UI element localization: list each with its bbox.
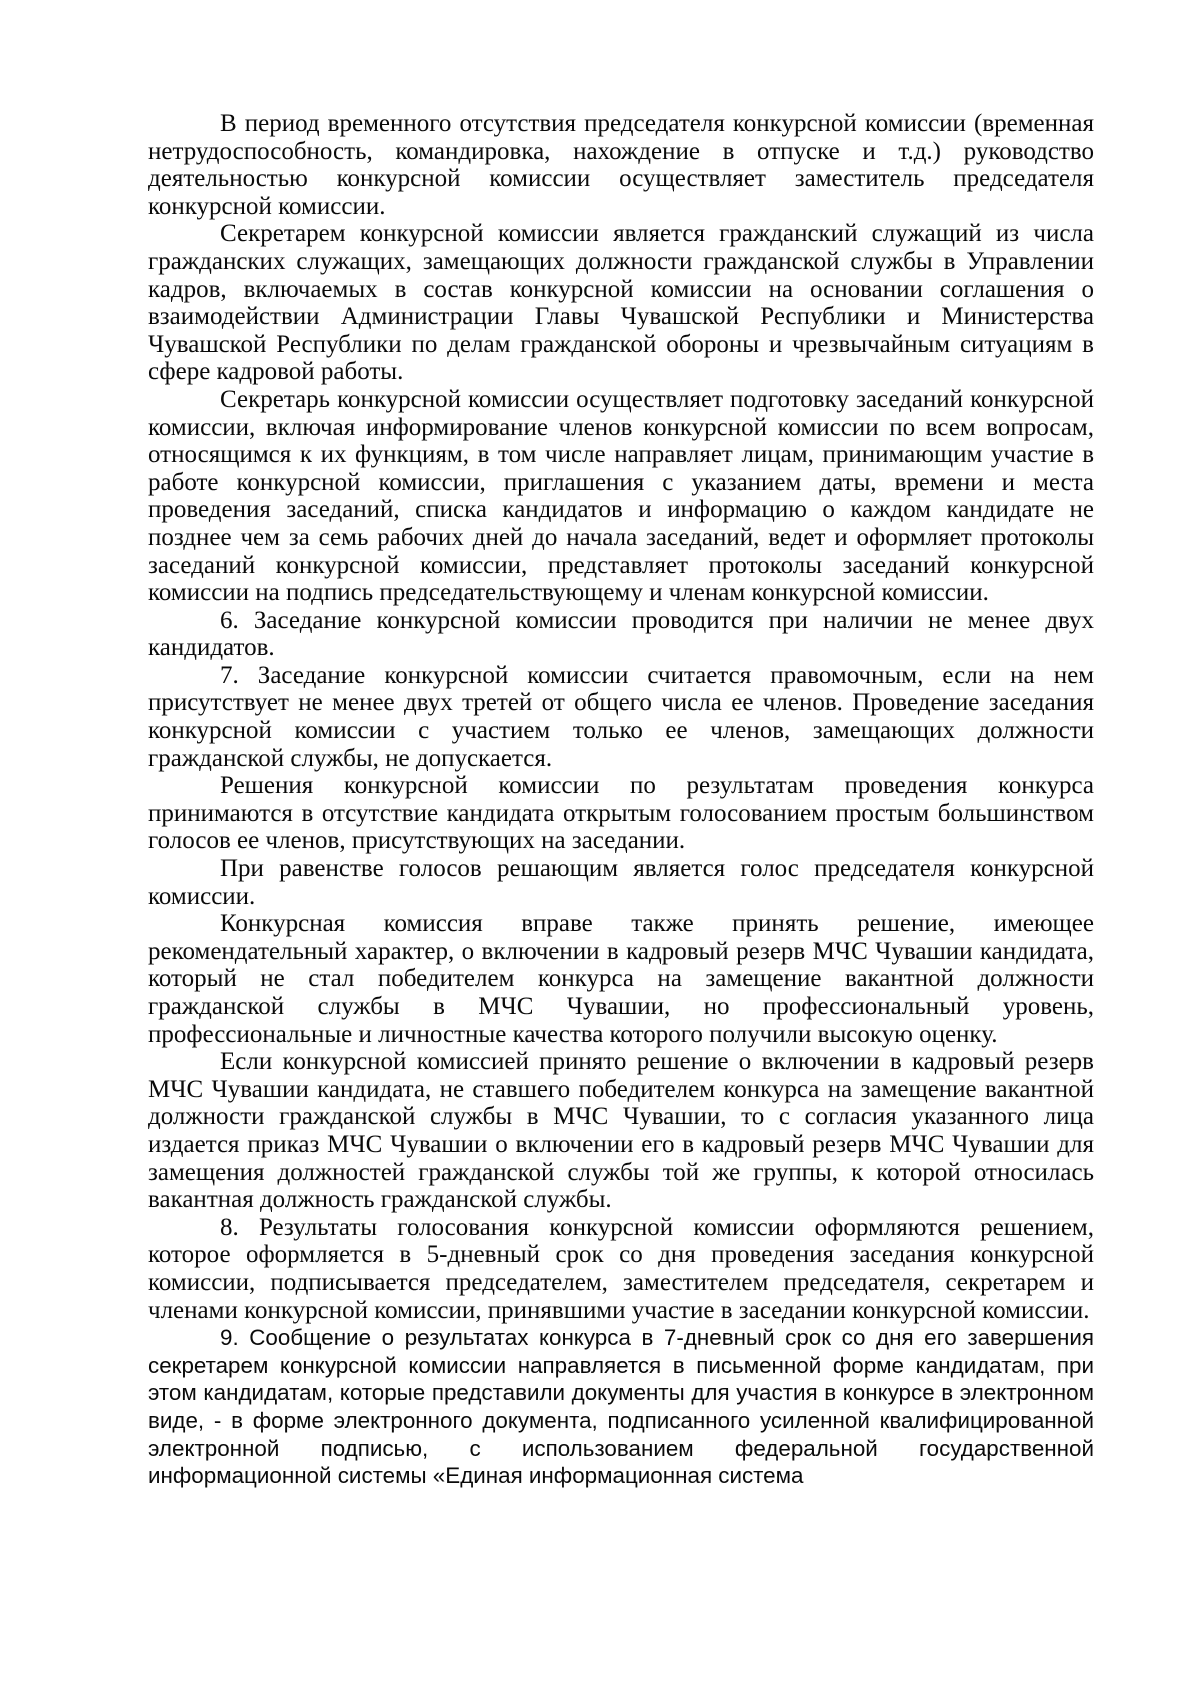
paragraph-secretary-appointment: Секретарем конкурсной комиссии является гражданский служащий из числа гражданских служащих, замещающих должности гражданской службы в Управлении кадров, включаемых в состав конкурсной комиссии на основании соглашения о взаимодействии Администрации Главы Чувашской Республики и Министерства Чувашской Республики по делам гражданской обороны и чрезвычайным ситуациям в сфере кадровой работы. [148, 220, 1094, 386]
paragraph-chairman-absence: В период временного отсутствия председателя конкурсной комиссии (временная нетрудоспособность, командировка, нахождение в отпуске и т.д.) руководство деятельностью конкурсной комиссии осуществляет заместитель председателя конкурсной комиссии. [148, 110, 1094, 220]
paragraph-decisions: Решения конкурсной комиссии по результатам проведения конкурса принимаются в отсутствие кандидата открытым голосованием простым большинством голосов ее членов, присутствующих на заседании. [148, 772, 1094, 855]
paragraph-item-6: 6. Заседание конкурсной комиссии проводится при наличии не менее двух кандидатов. [148, 606, 1094, 662]
document-body [148, 110, 1094, 1490]
paragraph-item-9: 9. Сообщение о результатах конкурса в 7-дневный срок со дня его завершения секретарем конкурсной комиссии направляется в письменной форме кандидатам, при этом кандидатам, которые представили документы для участия в конкурсе в электронном виде, - в форме электронного документа, подписанного усиленной квалифицированной электронной подписью, с использованием федеральной государственной информационной системы «Единая информационная система [148, 1325, 1094, 1489]
paragraph-secretary-duties: Секретарь конкурсной комиссии осуществляет подготовку заседаний конкурсной комиссии, включая информирование членов конкурсной комиссии по всем вопросам, относящимся к их функциям, в том числе направляет лицам, принимающим участие в работе конкурсной комиссии, приглашения с указанием даты, времени и места проведения заседаний, списка кандидатов и информацию о каждом кандидате не позднее чем за семь рабочих дней до начала заседаний, ведет и оформляет протоколы заседаний конкурсной комиссии, представляет протоколы заседаний конкурсной комиссии на подпись председательствующему и членам конкурсной комиссии. [148, 385, 1094, 607]
paragraph-reserve-recommendation: Конкурсная комиссия вправе также принять решение, имеющее рекомендательный характер, о включении в кадровый резерв МЧС Чувашии кандидата, который не стал победителем конкурса на замещение вакантной должности гражданской службы в МЧС Чувашии, но профессиональный уровень, профессиональные и личностные качества которого получили высокую оценку. [148, 910, 1094, 1048]
paragraph-item-8: 8. Результаты голосования конкурсной комиссии оформляются решением, которое оформляется в 5-дневный срок со дня проведения заседания конкурсной комиссии, подписывается председателем, заместителем председателя, секретарем и членами конкурсной комиссии, принявшими участие в заседании конкурсной комиссии. [148, 1213, 1094, 1324]
paragraph-equal-votes: При равенстве голосов решающим является голос председателя конкурсной комиссии. [148, 855, 1094, 910]
paragraph-reserve-order: Если конкурсной комиссией принято решение о включении в кадровый резерв МЧС Чувашии кандидата, не ставшего победителем конкурса на замещение вакантной должности гражданской службы в МЧС Чувашии, то с согласия указанного лица издается приказ МЧС Чувашии о включении его в кадровый резерв МЧС Чувашии для замещения должностей гражданской службы той же группы, к которой относилась вакантная должность гражданской службы. [148, 1048, 1094, 1214]
paragraph-item-7: 7. Заседание конкурсной комиссии считается правомочным, если на нем присутствует не менее двух третей от общего числа ее членов. Проведение заседания конкурсной комиссии с участием только ее членов, замещающих должности гражданской службы, не допускается. [148, 661, 1094, 772]
